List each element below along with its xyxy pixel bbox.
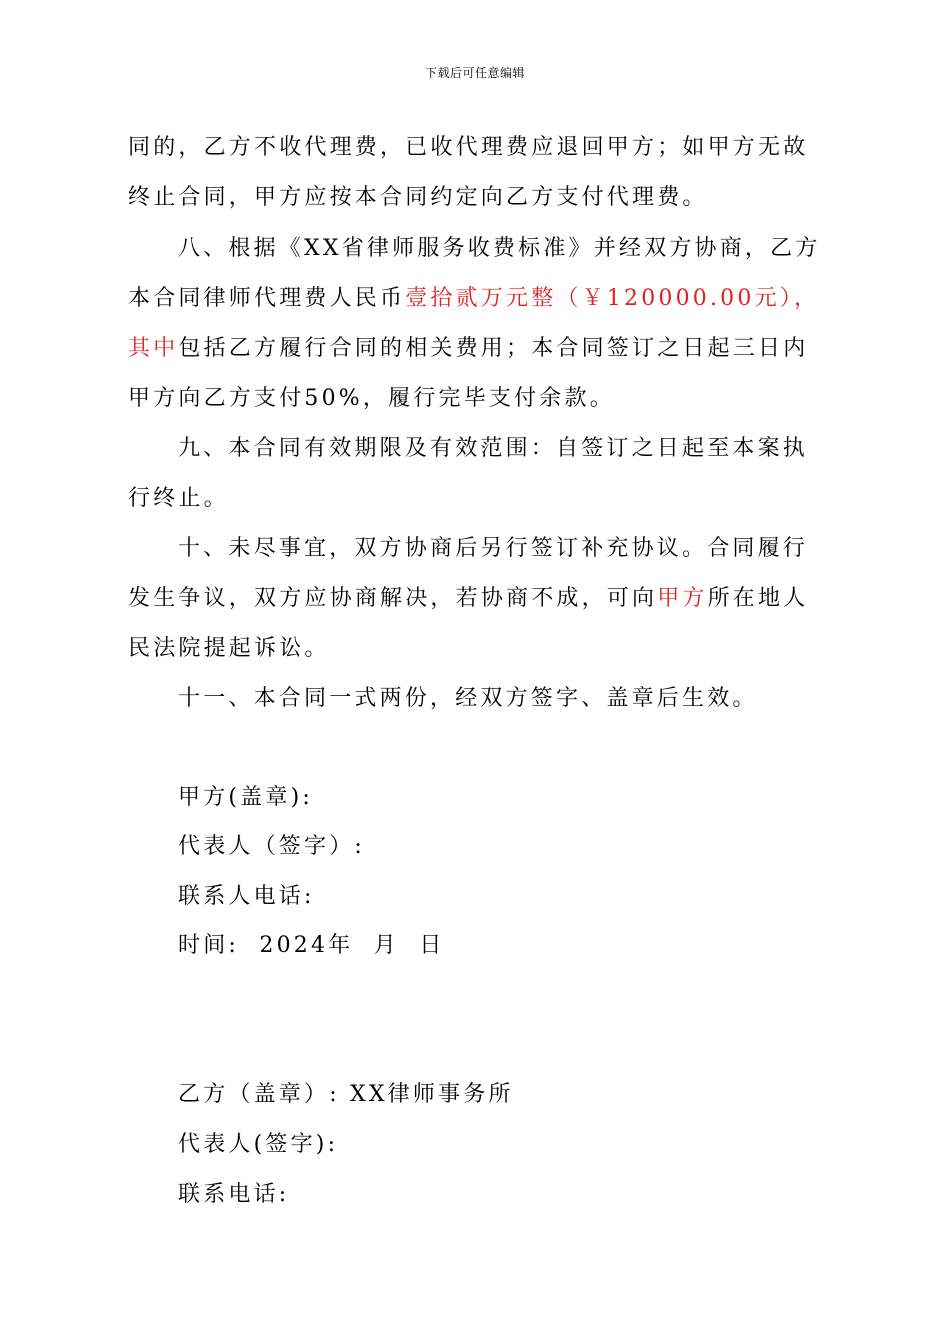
clause-nine-line: 行终止。 [128, 486, 229, 511]
clause-eight-fee-line [128, 288, 819, 310]
party-a-representative: 代表人（签字）: [178, 834, 366, 859]
clause-ten-line [128, 588, 808, 610]
highlight-text: 其中 [128, 336, 179, 361]
fee-amount-text: 壹拾贰万元整（￥120000.00元）， [405, 286, 820, 311]
highlight-text: 甲方 [657, 586, 708, 611]
party-a-seal: 甲方(盖章): [178, 785, 313, 810]
clause-eight-line: 八、根据《XX省律师服务收费标准》并经双方协商，乙方 [178, 236, 821, 261]
page-header: 下载后可任意编辑 [424, 66, 525, 80]
clause-text: 发生争议，双方应协商解决，若协商不成，可向 [128, 586, 658, 611]
clause-eight-line: 甲方向乙方支付50%，履行完毕支付余款。 [128, 386, 615, 411]
clause-line: 终止合同，甲方应按本合同约定向乙方支付代理费。 [128, 185, 708, 210]
clause-text: 包括乙方履行合同的相关费用；本合同签订之日起三日内 [178, 336, 809, 361]
clause-text: 所在地人 [707, 586, 809, 611]
party-a-contact-phone: 联系人电话: [178, 884, 315, 909]
clause-nine-line: 九、本合同有效期限及有效范围：自签订之日起至本案执 [178, 436, 809, 461]
clause-ten-line: 十、未尽事宜，双方协商后另行签订补充协议。合同履行 [178, 536, 809, 561]
party-a-date: 时间: 2024年 月 日 [178, 933, 445, 958]
party-b-phone: 联系电话: [178, 1182, 290, 1207]
fee-prefix-text: 本合同律师代理费人民币 [128, 286, 406, 311]
clause-eleven-line: 十一、本合同一式两份，经双方签字、盖章后生效。 [178, 686, 758, 711]
clause-eight-line [128, 338, 808, 360]
clause-ten-line: 民法院提起诉讼。 [128, 636, 330, 661]
party-b-representative: 代表人(签字): [178, 1132, 339, 1157]
party-b-seal: 乙方（盖章）: XX律师事务所 [178, 1082, 514, 1107]
clause-line: 同的，乙方不收代理费，已收代理费应退回甲方；如甲方无故 [128, 135, 809, 160]
